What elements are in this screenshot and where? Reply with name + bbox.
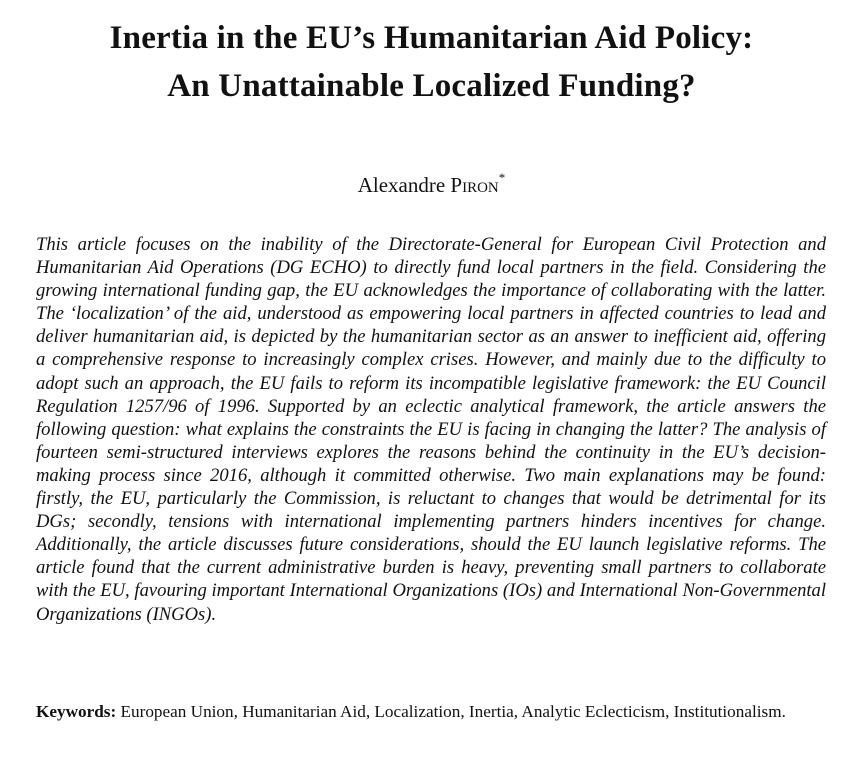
author-last-name: Piron bbox=[450, 173, 499, 197]
abstract-text: This article focuses on the inability of the Directorate-General for European Civil Protection and Humanitarian Aid Operations (DG ECHO) to directly fund local partners in the field. Considering the growing international funding gap, the EU acknowledges the importance of collaborating with the latter. The ‘localization’ of the aid, understood as empowering local partners in affected countries to lead and deliver humanitarian aid, is depicted by the humanitarian sector as an answer to inefficient aid, offering a comprehensive response to increasingly complex crises. However, and mainly due to the difficulty to adopt such an approach, the EU fails to reform its incompatible legislative framework: the EU Council Regulation 1257/96 of 1996. Supported by an eclectic analytical framework, the article answers the following question: what explains the constraints the EU is facing in changing the latter? The analysis of fourteen semi-structured interviews explores the reasons behind the continuity in the EU’s decision-making process since 2016, although it committed otherwise. Two main explanations may be found: firstly, the EU, particularly the Commission, is reluctant to changes that would be detrimental for its DGs; secondly, tensions with international implementing partners hinders incentives for change. Additionally, the article discusses future considerations, should the EU launch legislative reforms. The article found that the current administrative burden is heavy, preventing small partners to collaborate with the EU, favouring important International Organizations (IOs) and International Non-Governmental Organizations (INGOs). bbox=[36, 234, 826, 625]
title-line-2: An Unattainable Localized Funding? bbox=[167, 68, 696, 104]
author-footnote-mark: * bbox=[498, 170, 506, 185]
keywords-text: European Union, Humanitarian Aid, Localization, Inertia, Analytic Eclecticism, Institutionalism. bbox=[120, 702, 786, 721]
keywords-section bbox=[36, 701, 826, 723]
author-line bbox=[0, 166, 863, 199]
title-line-1: Inertia in the EU’s Humanitarian Aid Policy: bbox=[109, 20, 754, 56]
author-first-name: Alexandre bbox=[357, 173, 446, 197]
paper-title bbox=[0, 14, 863, 110]
keywords-label: Keywords: bbox=[36, 702, 117, 721]
